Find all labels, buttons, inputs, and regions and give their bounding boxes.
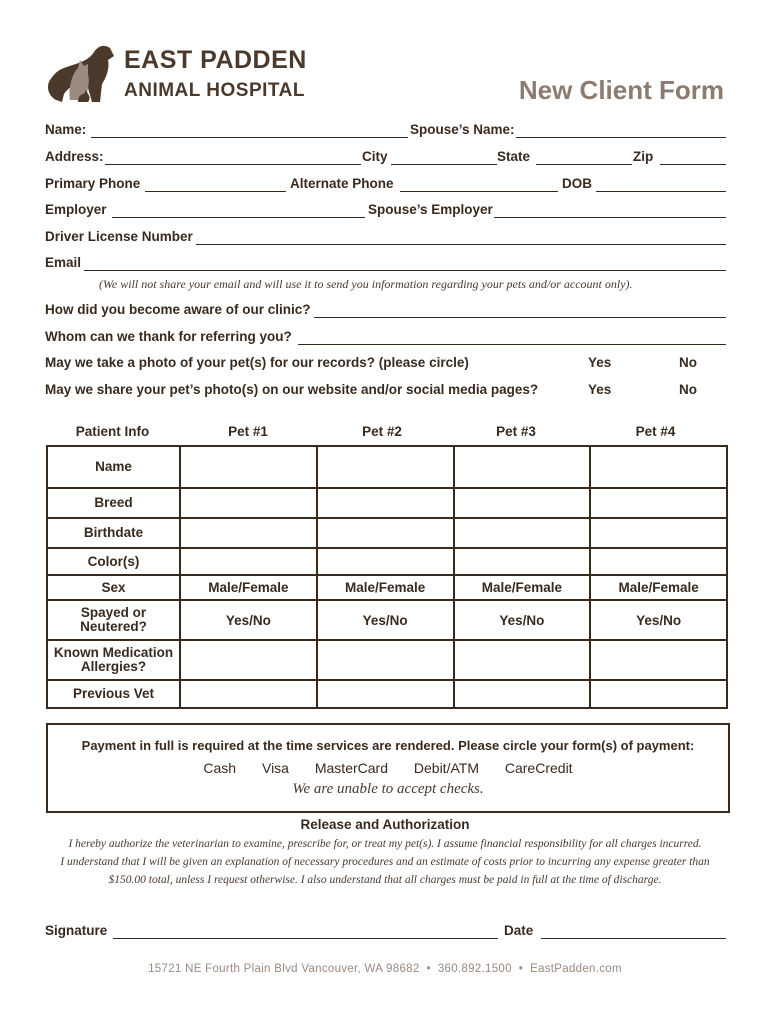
spouse-employer-label: Spouse’s Employer: [368, 202, 493, 217]
state-field[interactable]: [536, 164, 632, 165]
release-title: Release and Authorization: [300, 817, 470, 832]
release-line-1: I hereby authorize the veterinarian to examine, prescribe for, or treat my pet(s). I assume financial responsibility for all charges incurred.: [68, 838, 702, 850]
pet2-color-cell[interactable]: [317, 548, 454, 575]
dog-and-cat-silhouette-icon: [44, 44, 116, 106]
no-checks-note: We are unable to accept checks.: [292, 781, 484, 797]
table-row: [47, 446, 727, 488]
row-label-previous-vet: Previous Vet: [47, 680, 180, 708]
pet1-birthdate-cell[interactable]: [180, 518, 317, 548]
brand-subtitle: ANIMAL HOSPITAL: [124, 80, 305, 101]
pet1-allergies-cell[interactable]: [180, 640, 317, 680]
pet2-spayed-cell[interactable]: Yes/No: [317, 600, 454, 640]
zip-label: Zip: [633, 149, 654, 164]
table-row: [47, 575, 727, 600]
pet1-header: Pet #1: [228, 424, 268, 439]
spouse-name-field[interactable]: [516, 137, 726, 138]
address-field[interactable]: [105, 164, 361, 165]
aware-label: How did you become aware of our clinic?: [45, 302, 311, 317]
row-label-spayed: Spayed or Neutered?: [47, 600, 180, 640]
date-field[interactable]: [541, 938, 726, 939]
patient-info-table: [46, 445, 728, 709]
table-row: [47, 600, 727, 640]
city-field[interactable]: [391, 164, 497, 165]
pet4-birthdate-cell[interactable]: [590, 518, 727, 548]
payment-option-mastercard[interactable]: MasterCard: [314, 760, 388, 776]
row-label-colors: Color(s): [47, 548, 180, 575]
pet3-name-cell[interactable]: [454, 446, 591, 488]
zip-field[interactable]: [660, 164, 726, 165]
photo-question: May we take a photo of your pet(s) for our records? (please circle): [45, 355, 469, 370]
pet2-birthdate-cell[interactable]: [317, 518, 454, 548]
row-label-birthdate: Birthdate: [47, 518, 180, 548]
dob-field[interactable]: [596, 191, 726, 192]
pet3-sex-cell[interactable]: Male/Female: [454, 575, 591, 600]
pet4-sex-cell[interactable]: Male/Female: [590, 575, 727, 600]
pet2-name-cell[interactable]: [317, 446, 454, 488]
pet3-vet-cell[interactable]: [454, 680, 591, 708]
payment-option-debit[interactable]: Debit/ATM: [413, 760, 479, 776]
alternate-phone-field[interactable]: [400, 191, 558, 192]
pet4-spayed-cell[interactable]: Yes/No: [590, 600, 727, 640]
pet4-header: Pet #4: [635, 424, 676, 439]
table-row: [47, 680, 727, 708]
release-line-3: $150.00 total, unless I request otherwise. I also understand that all charges must be paid in full at the time of discharge.: [108, 874, 662, 886]
pet3-header: Pet #3: [496, 424, 536, 439]
pet2-sex-cell[interactable]: Male/Female: [317, 575, 454, 600]
pet4-vet-cell[interactable]: [590, 680, 727, 708]
page-title: New Client Form: [518, 75, 724, 105]
signature-field[interactable]: [113, 938, 498, 939]
row-label-breed: Breed: [47, 488, 180, 518]
pet1-color-cell[interactable]: [180, 548, 317, 575]
employer-label: Employer: [45, 202, 107, 217]
row-label-allergies: Known Medication Allergies?: [47, 640, 180, 680]
payment-option-visa[interactable]: Visa: [261, 760, 289, 776]
row-label-name: Name: [47, 446, 180, 488]
payment-options: [48, 760, 728, 776]
pet2-vet-cell[interactable]: [317, 680, 454, 708]
pet1-name-cell[interactable]: [180, 446, 317, 488]
dob-label: DOB: [562, 176, 592, 191]
pet3-color-cell[interactable]: [454, 548, 591, 575]
pet1-breed-cell[interactable]: [180, 488, 317, 518]
photo-no-option[interactable]: No: [679, 355, 697, 370]
pet2-allergies-cell[interactable]: [317, 640, 454, 680]
pet1-spayed-cell[interactable]: Yes/No: [180, 600, 317, 640]
date-label: Date: [504, 923, 534, 938]
alternate-phone-label: Alternate Phone: [290, 176, 394, 191]
pet3-allergies-cell[interactable]: [454, 640, 591, 680]
email-label: Email: [45, 255, 82, 270]
aware-field[interactable]: [314, 317, 726, 318]
primary-phone-label: Primary Phone: [45, 176, 141, 191]
pet3-spayed-cell[interactable]: Yes/No: [454, 600, 591, 640]
payment-option-cash[interactable]: Cash: [203, 760, 237, 776]
share-no-option[interactable]: No: [679, 382, 697, 397]
row-label-sex: Sex: [47, 575, 180, 600]
footer-contact: 15721 NE Fourth Plain Blvd Vancouver, WA 98682 • 360.892.1500 • EastPadden.com: [148, 963, 622, 975]
pet4-color-cell[interactable]: [590, 548, 727, 575]
payment-notice: Payment in full is required at the time services are rendered. Please circle your form(s) of payment:: [81, 738, 695, 753]
email-note: (We will not share your email and will use it to send you information regarding your pets and/or account only).: [99, 277, 633, 291]
employer-field[interactable]: [112, 217, 365, 218]
primary-phone-field[interactable]: [145, 191, 286, 192]
release-line-2: I understand that I will be given an explanation of necessary procedures and an estimate of costs prior to incurring any expense greater than: [60, 856, 710, 868]
table-row: [47, 640, 727, 680]
spouse-name-label: Spouse’s Name:: [410, 122, 515, 137]
share-yes-option[interactable]: Yes: [588, 382, 612, 397]
name-label: Name:: [45, 122, 87, 137]
pet3-birthdate-cell[interactable]: [454, 518, 591, 548]
address-label: Address:: [45, 149, 104, 164]
spouse-employer-field[interactable]: [494, 217, 726, 218]
pet3-breed-cell[interactable]: [454, 488, 591, 518]
email-field[interactable]: [84, 270, 726, 271]
pet1-vet-cell[interactable]: [180, 680, 317, 708]
pet4-allergies-cell[interactable]: [590, 640, 727, 680]
city-label: City: [362, 149, 388, 164]
thank-label: Whom can we thank for referring you?: [45, 329, 292, 344]
table-row: [47, 548, 727, 575]
patient-info-header: Patient Info: [75, 424, 150, 439]
pet2-breed-cell[interactable]: [317, 488, 454, 518]
table-row: [47, 518, 727, 548]
thank-field[interactable]: [298, 344, 726, 345]
table-row: [47, 488, 727, 518]
pet1-sex-cell[interactable]: Male/Female: [180, 575, 317, 600]
pet2-header: Pet #2: [362, 424, 402, 439]
state-label: State: [497, 149, 531, 164]
share-question: May we share your pet’s photo(s) on our website and/or social media pages?: [45, 382, 539, 397]
name-field[interactable]: [91, 137, 408, 138]
payment-box: [46, 723, 730, 813]
signature-label: Signature: [45, 923, 108, 938]
brand-name: EAST PADDEN: [124, 46, 307, 74]
pet4-breed-cell[interactable]: [590, 488, 727, 518]
driver-license-field[interactable]: [196, 244, 726, 245]
driver-license-label: Driver License Number: [45, 229, 193, 244]
payment-option-carecredit[interactable]: CareCredit: [504, 760, 573, 776]
photo-yes-option[interactable]: Yes: [588, 355, 612, 370]
pet4-name-cell[interactable]: [590, 446, 727, 488]
